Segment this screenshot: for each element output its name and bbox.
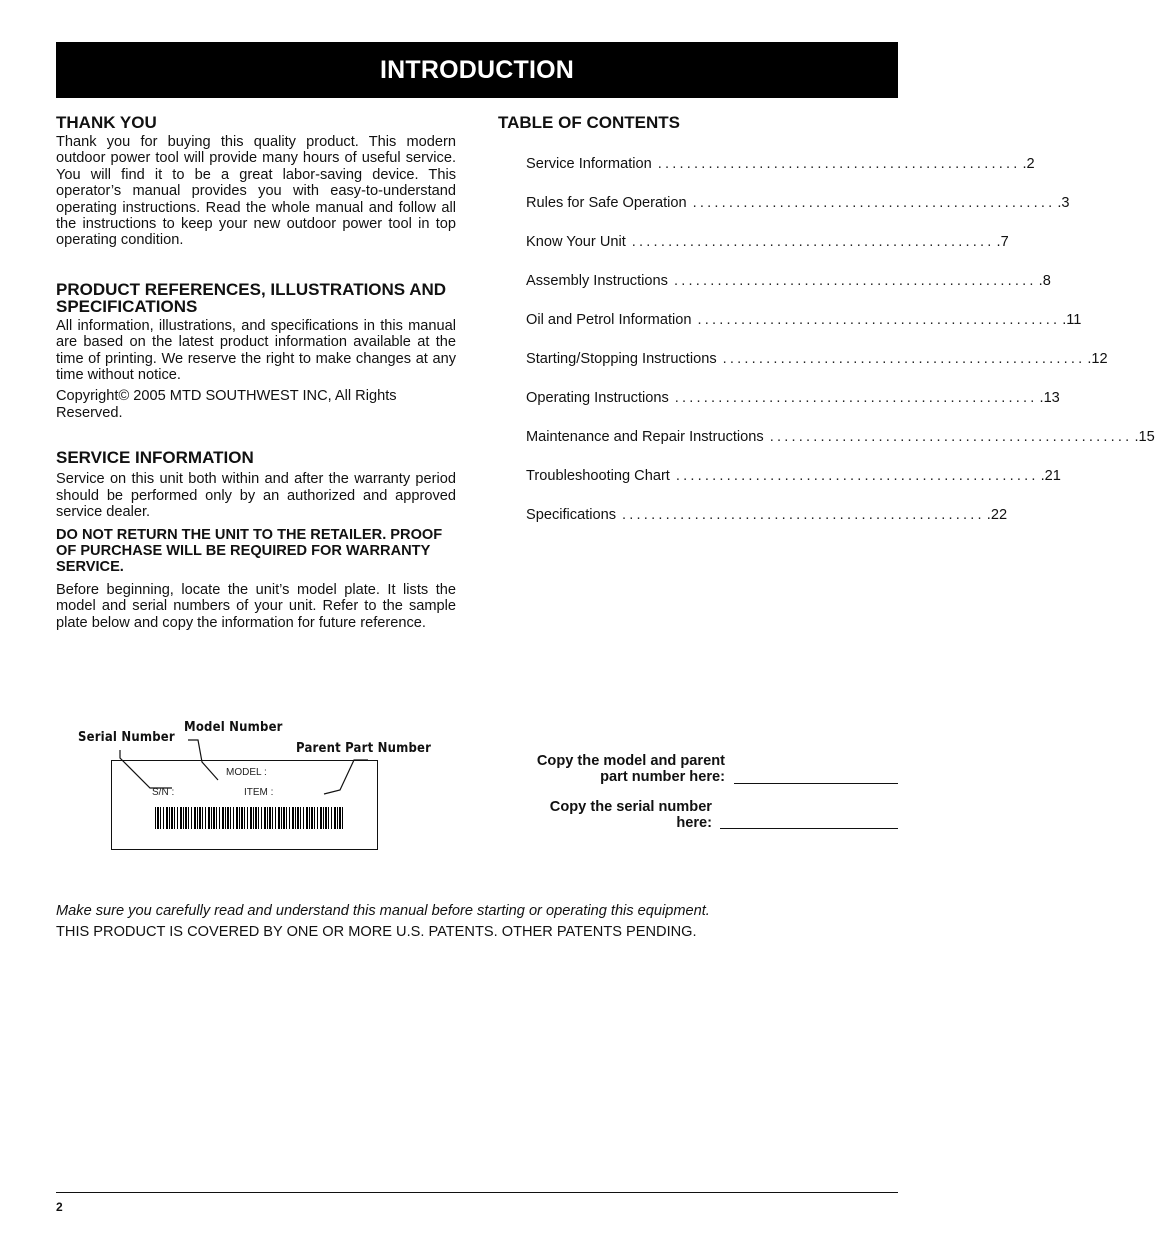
page-number: 2 <box>56 1200 63 1214</box>
page-title: INTRODUCTION <box>379 55 575 84</box>
footer-rule <box>56 1192 898 1193</box>
copy-model-label: Copy the model and parent part number here: <box>536 753 725 785</box>
sample-model-plate <box>111 760 378 850</box>
thank-you-body: Thank you for buying this quality product. This modern outdoor power tool will provide many hours of useful service. You will find it to be a great labor-saving device. This operator’s manual provides you with easy-to-understand operating instructions. Read the whole manual and follow all the instructions to keep your new outdoor power tool in top operating condition. <box>56 134 456 249</box>
serial-number-write-line[interactable] <box>720 828 898 829</box>
model-number-write-line[interactable] <box>734 783 898 784</box>
model-plate-illustration <box>78 718 432 858</box>
toc-item[interactable]: Troubleshooting Chart .................................................. .21 <box>526 468 1061 484</box>
copyright-text: Copyright© 2005 MTD SOUTHWEST INC, All Rights Reserved. <box>56 388 397 421</box>
model-plate-instructions: Before beginning, locate the unit’s model plate. It lists the model and serial numbers of your unit. Refer to the sample plate below and copy the information for future reference. <box>56 581 456 631</box>
model-number-callout: Model Number <box>184 720 283 735</box>
toc-item[interactable]: Know Your Unit .................................................. .7 <box>526 234 1009 250</box>
thank-you-heading: THANK YOU <box>56 113 157 132</box>
right-column <box>498 112 1155 523</box>
product-references-body: All information, illustrations, and specifications in this manual are based on the latest product information available at the time of printing. We reserve the right to make changes at any time without notice. <box>56 317 456 384</box>
toc-item[interactable]: Service Information .................................................. .2 <box>526 156 1035 172</box>
model-field: MODEL : <box>226 767 267 778</box>
toc-list <box>526 156 1155 546</box>
warranty-warning: DO NOT RETURN THE UNIT TO THE RETAILER. PROOF OF PURCHASE WILL BE REQUIRED FOR WARRANTY SERVICE. <box>56 526 443 576</box>
toc-item[interactable]: Maintenance and Repair Instructions .................................................. .15 <box>526 429 1155 445</box>
service-information-body: Service on this unit both within and after the warranty period should be performed only by an authorized and approved service dealer. <box>56 471 456 521</box>
serial-field: S/N : <box>152 787 175 798</box>
parent-part-number-callout: Parent Part Number <box>296 741 432 756</box>
service-information-heading: SERVICE INFORMATION <box>56 448 254 468</box>
serial-number-callout: Serial Number <box>78 730 175 745</box>
patents-notice: THIS PRODUCT IS COVERED BY ONE OR MORE U.S. PATENTS. OTHER PATENTS PENDING. <box>56 924 697 940</box>
toc-heading: TABLE OF CONTENTS <box>498 113 680 132</box>
left-column <box>56 112 456 631</box>
barcode <box>155 807 345 829</box>
copy-serial-label: Copy the serial number here: <box>549 799 712 831</box>
toc-item[interactable]: Operating Instructions .................................................. .13 <box>526 390 1060 406</box>
read-manual-notice: Make sure you carefully read and understand this manual before starting or operating this equipment. <box>56 903 710 919</box>
toc-item[interactable]: Starting/Stopping Instructions .................................................. .12 <box>526 351 1108 367</box>
toc-item[interactable]: Assembly Instructions .................................................. .8 <box>526 273 1051 289</box>
item-field: ITEM : <box>244 787 274 798</box>
product-references-heading: PRODUCT REFERENCES, ILLUSTRATIONS AND SPECIFICATIONS <box>56 279 447 316</box>
toc-item[interactable]: Rules for Safe Operation .................................................. .3 <box>526 195 1070 211</box>
toc-item[interactable]: Oil and Petrol Information .................................................. .11 <box>526 312 1082 328</box>
page-title-banner <box>56 42 898 98</box>
toc-item[interactable]: Specifications .................................................. .22 <box>526 507 1008 523</box>
